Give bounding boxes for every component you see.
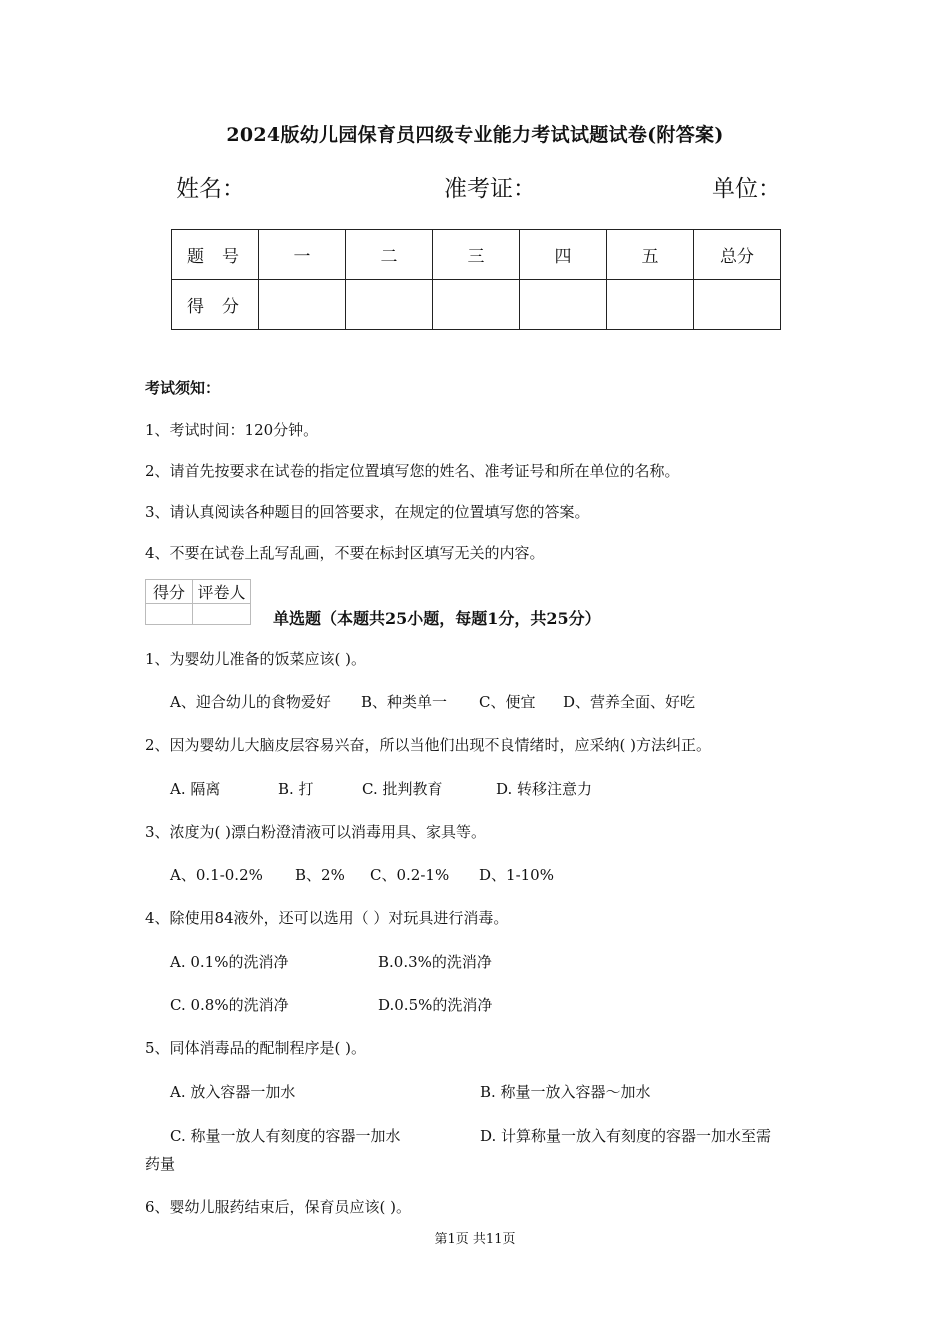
notice-item: 1、考试时间：120分钟。 (145, 421, 319, 439)
option-b: B. 称量一放入容器～加水 (480, 1083, 651, 1101)
score-header-4: 四 (520, 230, 607, 280)
option-b: B.0.3%的洗消净 (378, 953, 492, 971)
score-cell-2[interactable] (346, 280, 433, 330)
grader-name-label: 评卷人 (193, 580, 251, 604)
option-c: C. 称量一放人有刻度的容器一加水 (170, 1127, 401, 1145)
question-stem: 3、浓度为( )漂白粉澄清液可以消毒用具、家具等。 (145, 823, 487, 841)
score-table-score-row (172, 280, 781, 330)
question-stem: 2、因为婴幼儿大脑皮层容易兴奋，所以当他们出现不良情绪时，应采纳( )方法纠正。 (145, 736, 712, 754)
score-cell-1[interactable] (259, 280, 346, 330)
score-cell-5[interactable] (607, 280, 694, 330)
score-table-header-row (172, 230, 781, 280)
question-stem: 5、同体消毒品的配制程序是( )。 (145, 1039, 367, 1057)
question-stem: 1、为婴幼儿准备的饭菜应该( )。 (145, 650, 367, 668)
grader-box (145, 579, 251, 625)
question-stem: 4、除使用84液外，还可以选用（ ）对玩具进行消毒。 (145, 909, 509, 927)
notice-heading: 考试须知： (145, 379, 221, 397)
notice-item: 4、不要在试卷上乱写乱画，不要在标封区填写无关的内容。 (145, 544, 545, 562)
option-c: C、0.2-1% (370, 866, 450, 884)
option-a: A. 隔离 (170, 780, 221, 798)
option-b: B、2% (295, 866, 345, 884)
score-header-label: 题号 (172, 230, 259, 280)
option-d: D.0.5%的洗消净 (378, 996, 493, 1014)
score-cell-3[interactable] (433, 280, 520, 330)
score-header-5: 五 (607, 230, 694, 280)
score-row-label: 得分 (172, 280, 259, 330)
question-stem: 6、婴幼儿服药结束后，保育员应该( )。 (145, 1198, 412, 1216)
option-d: D、营养全面、好吃 (563, 693, 696, 711)
grader-score-cell[interactable] (146, 604, 193, 625)
section-title: 单选题（本题共25小题，每题1分，共25分） (273, 609, 601, 628)
option-c: C、便宜 (479, 693, 536, 711)
score-table (171, 229, 781, 330)
exam-id-field-label: 准考证： (444, 176, 536, 202)
score-header-2: 二 (346, 230, 433, 280)
option-d: D、1-10% (479, 866, 554, 884)
name-field-label: 姓名： (176, 176, 245, 202)
page-title: 2024版幼儿园保育员四级专业能力考试试题试卷(附答案) (226, 124, 724, 146)
option-a: A、迎合幼儿的食物爱好 (170, 693, 331, 711)
option-b: B、种类单一 (361, 693, 448, 711)
option-a: A. 放入容器一加水 (170, 1083, 296, 1101)
page-footer: 第1页 共11页 (434, 1232, 516, 1247)
score-header-3: 三 (433, 230, 520, 280)
score-header-1: 一 (259, 230, 346, 280)
grader-name-cell[interactable] (193, 604, 251, 625)
notice-item: 2、请首先按要求在试卷的指定位置填写您的姓名、准考证号和所在单位的名称。 (145, 462, 680, 480)
score-cell-4[interactable] (520, 280, 607, 330)
option-d: D. 计算称量一放入有刻度的容器一加水至需 (480, 1127, 772, 1145)
option-a: A. 0.1%的洗消净 (170, 953, 289, 971)
notice-item: 3、请认真阅读各种题目的回答要求，在规定的位置填写您的答案。 (145, 503, 590, 521)
option-c: C. 批判教育 (362, 780, 443, 798)
option-c: C. 0.8%的洗消净 (170, 996, 289, 1014)
unit-field-label: 单位： (712, 176, 781, 202)
option-d: D. 转移注意力 (496, 780, 593, 798)
option-b: B. 打 (278, 780, 314, 798)
option-a: A、0.1-0.2% (170, 866, 263, 884)
score-cell-total[interactable] (694, 280, 781, 330)
grader-score-label: 得分 (146, 580, 193, 604)
score-header-total: 总分 (694, 230, 781, 280)
option-d-continued: 药量 (145, 1155, 176, 1173)
